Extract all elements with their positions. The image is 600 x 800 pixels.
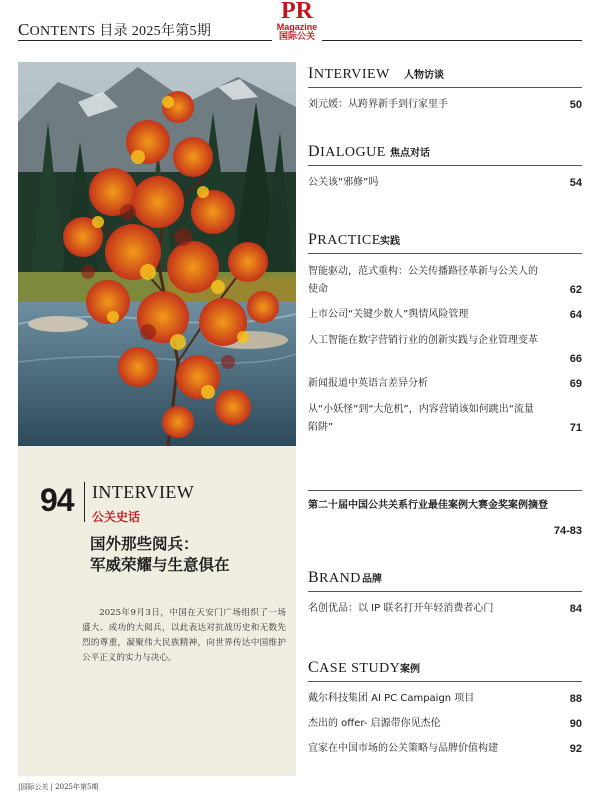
logo-magazine: Magazine	[276, 22, 318, 32]
feature-summary: 2025年9月3日，中国在天安门广场组织了一场盛大、成功的大阅兵，以此表达对抗战历史和无数先烈的尊重，凝聚伟大民族精神，向世界传达中国维护公平正义的实力与决心。	[82, 608, 286, 663]
section-title-cn: 案例	[400, 664, 420, 675]
toc-item-page: 66	[569, 353, 582, 365]
toc-item-page: 84	[569, 603, 582, 615]
section-dialogue	[308, 140, 582, 201]
section-practice	[308, 228, 582, 446]
toc-item[interactable]	[308, 308, 582, 322]
special-title: 第二十届中国公共关系行业最佳案例大赛金奖案例摘登	[308, 500, 548, 511]
section-title-en: CASE STUDY	[308, 659, 401, 676]
toc-item[interactable]	[308, 602, 582, 616]
toc-item-title: 戴尔科技集团 AI PC Campaign 项目	[308, 693, 475, 704]
section-header-practice	[308, 228, 582, 254]
section-case-study	[308, 656, 582, 767]
toc-item-title: 宜家在中国市场的公关策略与品牌价值构建	[308, 743, 498, 754]
issue-label: 2025年第5期	[131, 24, 212, 39]
toc-item-continued[interactable]	[308, 421, 582, 435]
contents-first-letter: C	[18, 20, 30, 39]
section-interview	[308, 62, 582, 123]
contents-cn-label: 目录	[99, 24, 128, 39]
section-title-cn: 焦点对话	[390, 148, 430, 159]
toc-item-page: 71	[569, 422, 582, 434]
feature-title[interactable]	[90, 534, 290, 576]
toc-item-page: 90	[569, 718, 582, 730]
toc-item-page: 92	[569, 743, 582, 755]
toc-item-page: 69	[569, 378, 582, 390]
toc-item-title-line2: 使命	[308, 284, 328, 295]
page-footer: |国际公关 | 2025年第5期	[18, 783, 99, 791]
feature-category: INTERVIEW	[92, 482, 195, 502]
feature-subcategory: 公关史话	[92, 510, 141, 524]
magazine-logo	[272, 0, 322, 44]
feature-story-panel	[18, 446, 296, 776]
section-header-case-study	[308, 656, 582, 682]
section-title-en: BRAND	[308, 569, 361, 586]
section-title-cn: 品牌	[362, 574, 382, 585]
toc-item[interactable]	[308, 717, 582, 731]
special-pages: 74-83	[553, 525, 582, 537]
toc-item-title-line1: 人工智能在数字营销行业的创新实践与企业管理变革	[308, 335, 538, 346]
toc-item-title: 上市公司“关键少数人”舆情风险管理	[308, 309, 469, 320]
toc-item-page: 54	[569, 177, 582, 189]
toc-item-title-line1: 智能驱动，范式重构：公关传播路径革新与公关人的	[308, 266, 538, 277]
autumn-maple-illustration	[18, 62, 296, 446]
toc-item[interactable]	[308, 692, 582, 706]
feature-title-line1: 国外那些阅兵：	[90, 535, 199, 553]
feature-divider	[84, 482, 85, 522]
toc-item[interactable]	[308, 742, 582, 756]
toc-item-title: 新闻报道中英语言差异分析	[308, 378, 428, 389]
contents-heading	[18, 20, 211, 40]
toc-item-page: 88	[569, 693, 582, 705]
section-header-brand	[308, 566, 582, 592]
section-brand	[308, 566, 582, 627]
feature-title-line2: 军威荣耀与生意俱在	[90, 556, 230, 574]
toc-item[interactable]	[308, 402, 582, 417]
section-header-interview	[308, 62, 582, 88]
toc-item-continued[interactable]	[308, 283, 582, 297]
section-title-en: INTERVIEW	[308, 65, 390, 82]
toc-item-continued[interactable]	[308, 352, 582, 366]
cover-photo-autumn-maple	[18, 62, 296, 446]
logo-cn: 国际公关	[278, 32, 315, 42]
section-title-en: DIALOGUE	[308, 143, 386, 160]
toc-item-page: 64	[569, 309, 582, 321]
toc-item-title-line2: 陷阱”	[308, 422, 334, 433]
toc-item-page: 50	[569, 99, 582, 111]
toc-item[interactable]	[308, 377, 582, 391]
toc-item-title: 公关该“邪修”吗	[308, 177, 379, 188]
logo-pr: PR	[281, 0, 313, 24]
toc-item[interactable]	[308, 176, 582, 190]
section-title-en: PRACTICE	[308, 231, 381, 248]
toc-item-title: 刘元媛：从跨界新手到行家里手	[308, 99, 448, 110]
page-header	[0, 0, 600, 46]
toc-item-page: 62	[569, 284, 582, 296]
toc-item-title: 杰出的 offer- 启源带你见杰伦	[308, 718, 441, 729]
section-title-cn: 人物访谈	[404, 70, 444, 81]
toc-item-title: 名创优品：以 IP 联名打开年轻消费者心门	[308, 603, 494, 614]
toc-item[interactable]	[308, 98, 582, 112]
toc-item-title-line1: 从“小妖怪”到“大危机”，内容营销该如何跳出“流量	[308, 404, 534, 415]
feature-page-number[interactable]: 94	[40, 482, 74, 518]
toc-item[interactable]	[308, 333, 582, 348]
toc-item[interactable]	[308, 264, 582, 279]
section-header-dialogue	[308, 140, 582, 166]
section-title-cn: 实践	[380, 236, 400, 247]
section-special-awards[interactable]	[308, 490, 582, 537]
contents-rest: ONTENTS	[29, 24, 96, 39]
